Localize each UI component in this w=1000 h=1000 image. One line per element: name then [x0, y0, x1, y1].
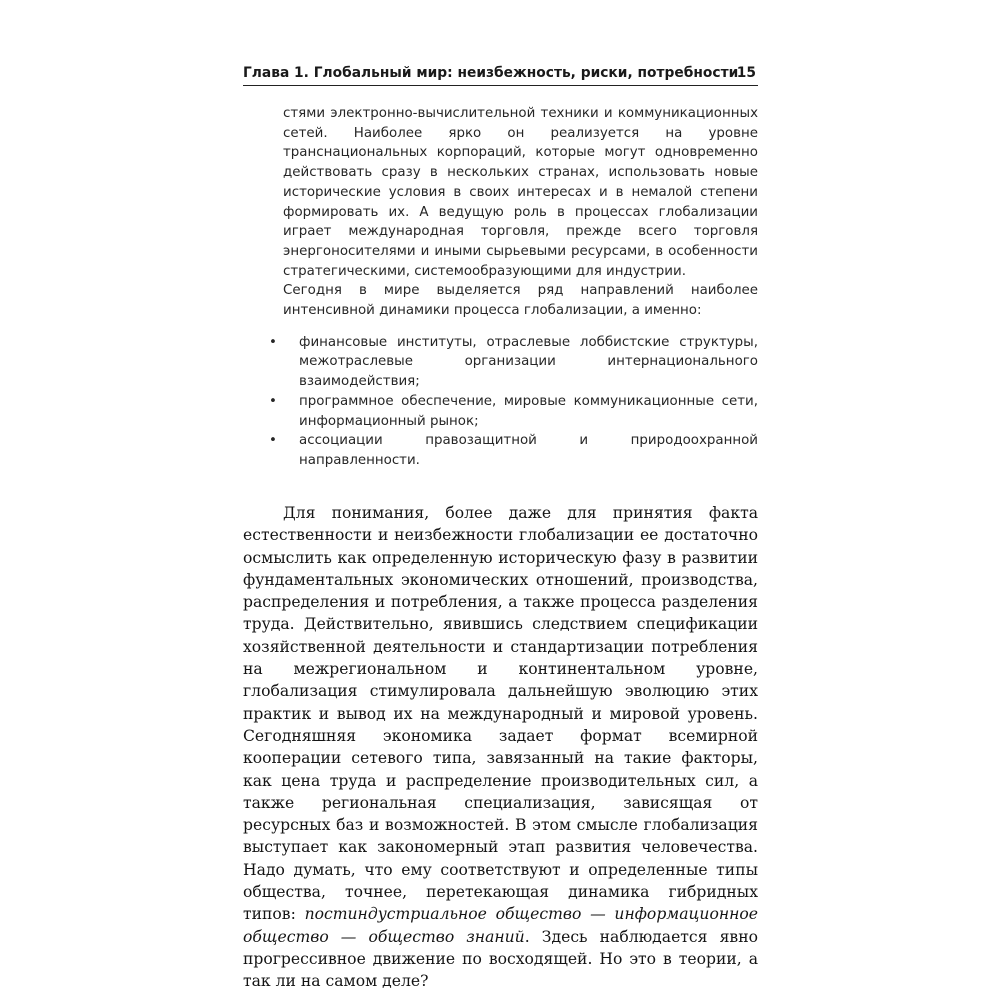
- bullet-list: [269, 333, 758, 471]
- quote-paragraph-2: Сегодня в мире выделяется ряд направлений наиболее интенсивной динамики процесса глобализации, а именно:: [283, 283, 758, 319]
- list-item: [269, 392, 758, 431]
- bullet-icon: •: [269, 433, 277, 449]
- list-item-text: программное обеспечение, мировые коммуникационные сети, информационный рынок;: [299, 393, 758, 429]
- page-number: 15: [736, 65, 756, 81]
- italic-term-chain: постиндустриальное общество — информационное общество — общество знаний: [243, 905, 758, 946]
- list-item: [269, 431, 758, 470]
- bullet-icon: •: [269, 334, 277, 350]
- quote-paragraph-1: стями электронно-вычислительной техники и коммуникационных сетей. Наиболее ярко он реализуется на уровне транснациональных корпораций, которые могут одновременно действовать сразу в нескольких странах, использовать новые исторические условия в своих интересах и в немалой степени формировать их. А ведущую роль в процессах глобализации играет международная торговля, прежде всего торговля энергоносителями и иными сырьевыми ресурсами, в особенности стратегическими, системообразующими для индустрии.: [283, 106, 758, 279]
- list-item-text: ассоциации правозащитной и природоохранной направленности.: [299, 433, 758, 468]
- main-body: [243, 502, 758, 993]
- list-item-text: финансовые институты, отраслевые лоббистские структуры, межотраслевые организации интернационального взаимодействия;: [299, 334, 758, 390]
- body-text: Для понимания, более даже для принятия факта естественности и неизбежности глобализации ее достаточно осмыслить как определенную историческую фазу в развитии фундаментальных экономических отношений, производства, распределения и потребления, а также процесса разделения труда. Действительно, явившись следствием спецификации хозяйственной деятельности и стандартизации потребления на межрегиональном и континентальном уровне, глобализация стимулировала дальнейшую эволюцию этих практик и вывод их на международный и мировой уровень. Сегодняшняя экономика задает формат всемирной кооперации сетевого типа, завязанный на такие факторы, как цена труда и распределение производительных сил, а также региональная специализация, зависящая от ресурсных баз и возможностей. В этом смысле глобализация выступает как закономерный этап развития человечества. Надо думать, что ему соответствуют и определенные типы общества, точнее, перетекающая динамика гибридных типов:: [243, 504, 758, 924]
- chapter-title: Глава 1. Глобальный мир: неизбежность, риски, потребности: [243, 65, 739, 81]
- running-header: [243, 63, 758, 86]
- list-item: [269, 333, 758, 392]
- quoted-passage: [269, 104, 758, 471]
- bullet-icon: •: [269, 393, 277, 409]
- body-text-end: . Здесь наблюдается явно прогрессивное движение по восходящей. Но это в теории, а так ли на самом деле?: [243, 927, 758, 991]
- body-paragraph: [243, 502, 758, 993]
